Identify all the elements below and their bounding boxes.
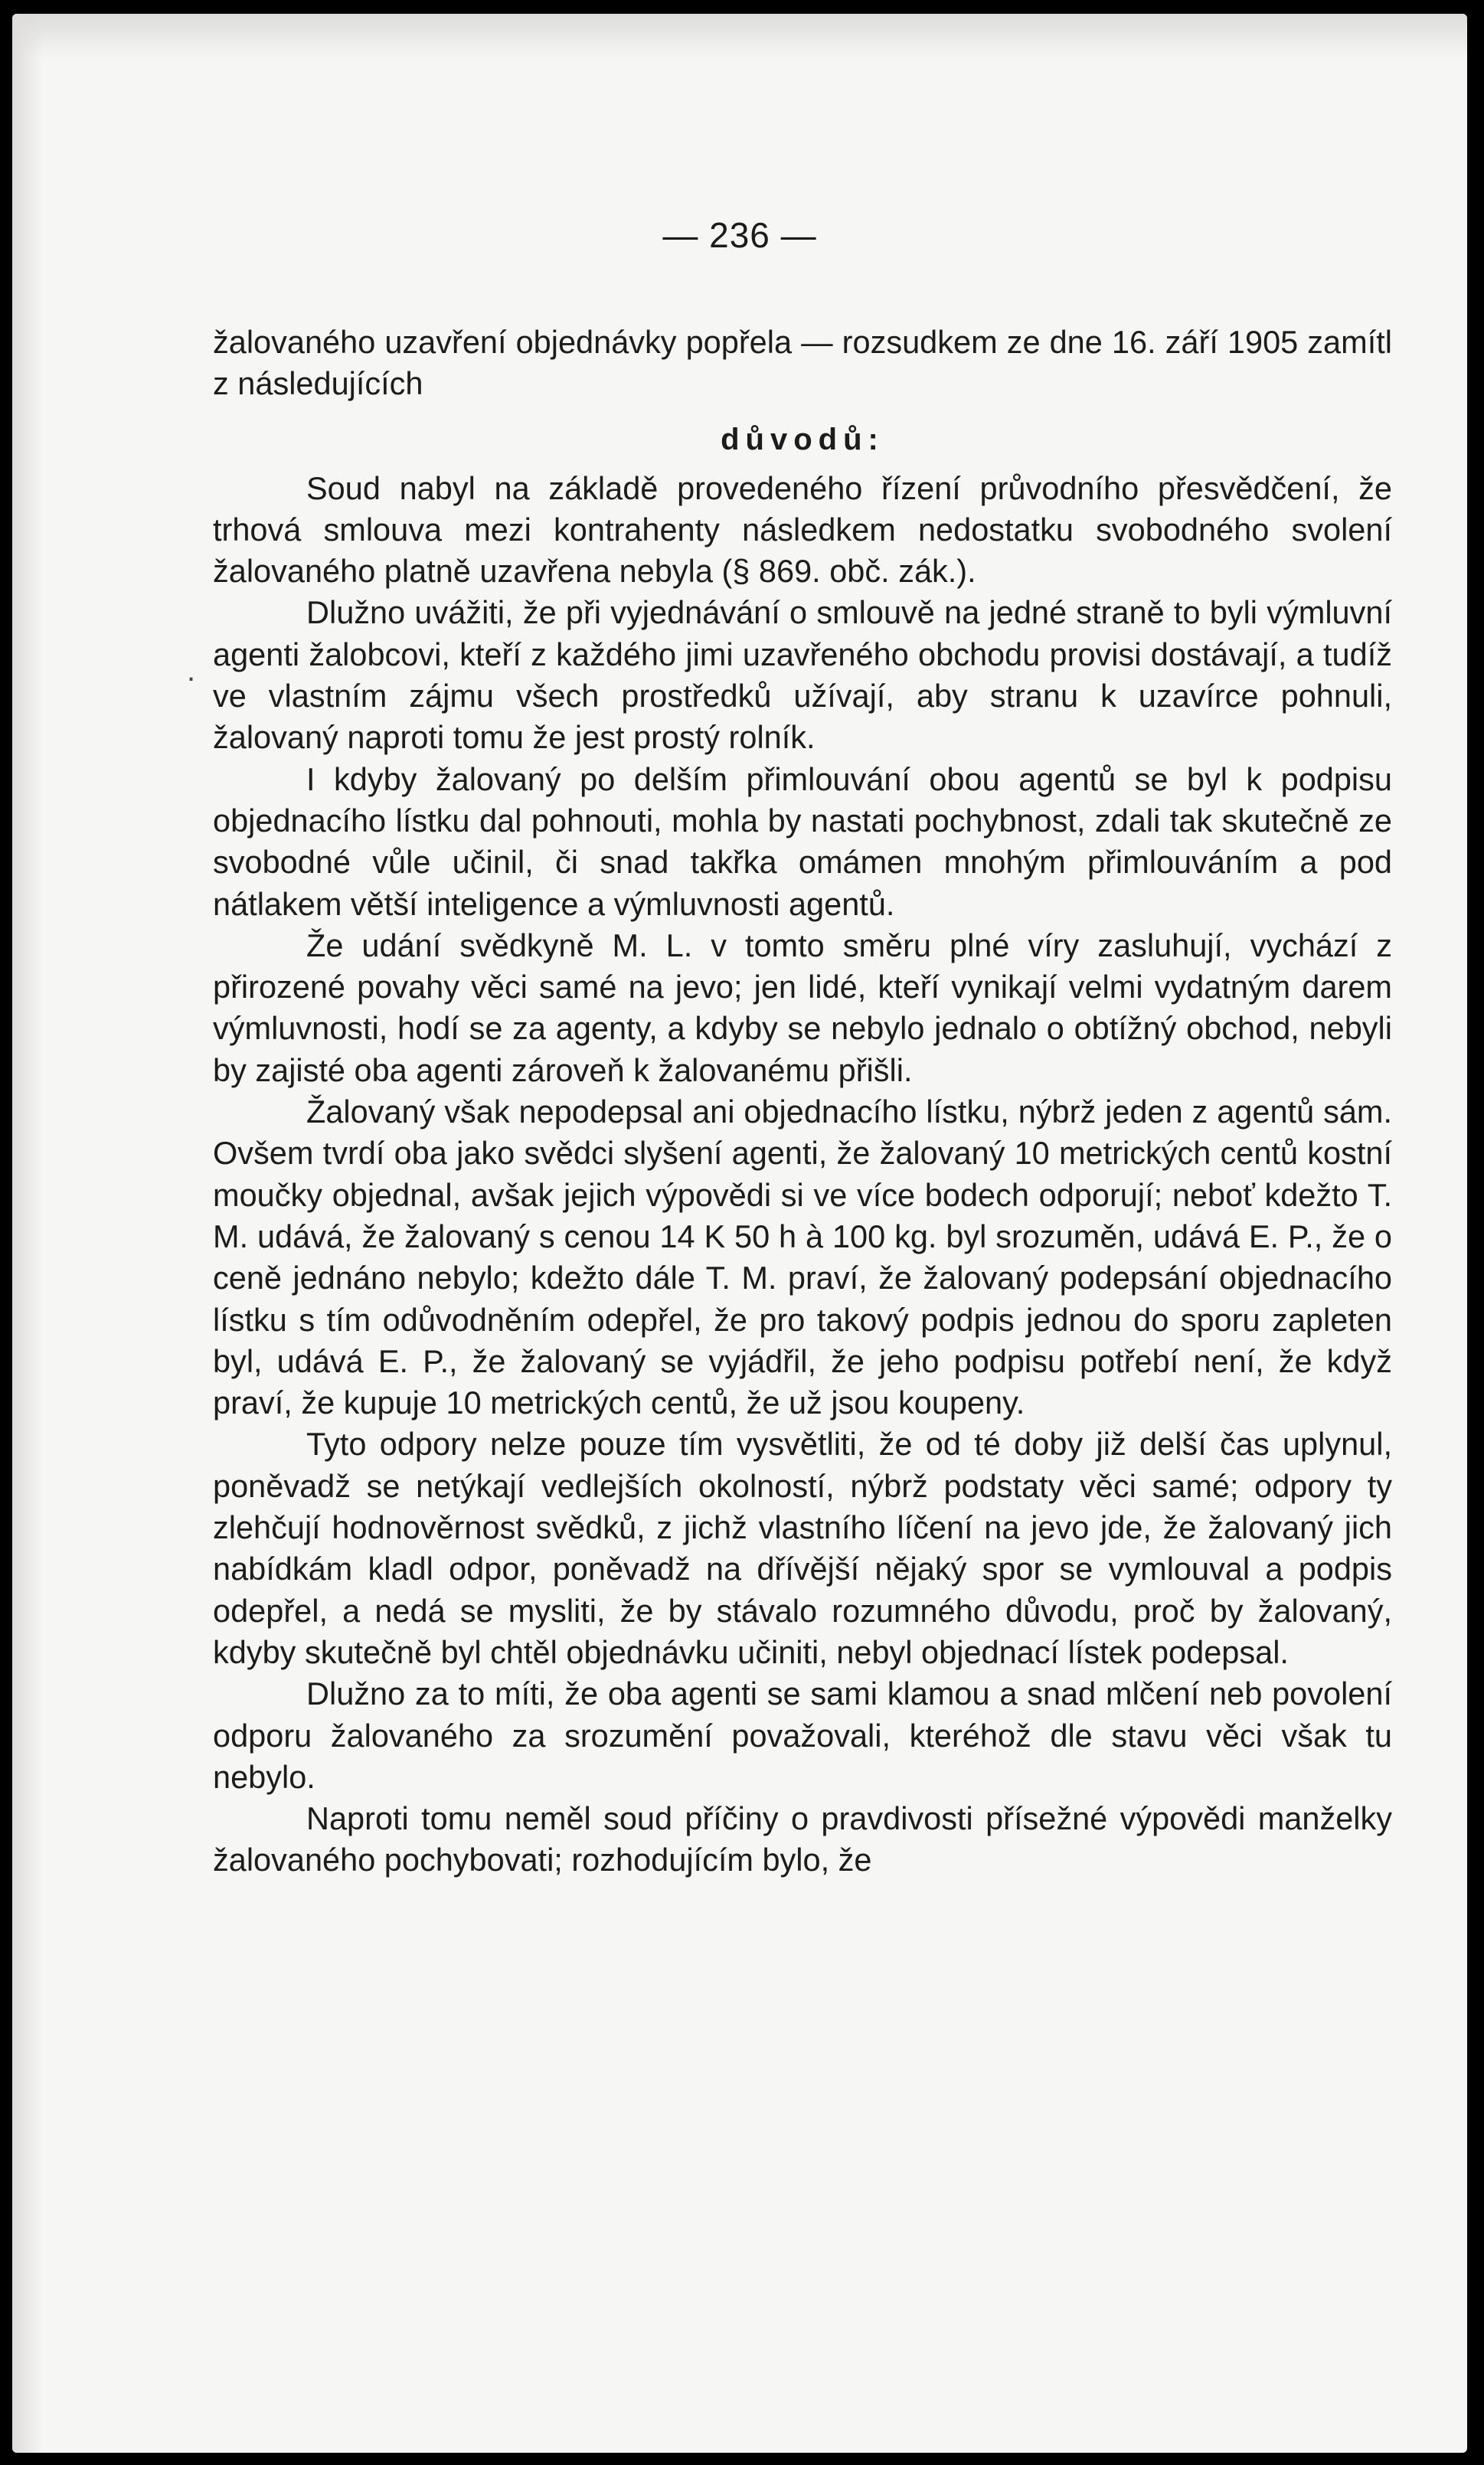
page-body	[213, 322, 1392, 1881]
section-heading: důvodů:	[721, 422, 884, 456]
paragraph: Naproti tomu neměl soud příčiny o pravdivosti přísežné výpovědi manželky žalovaného pochybovati; rozhodujícím bylo, že	[213, 1800, 1392, 1878]
page-number: — 236 —	[662, 215, 817, 255]
paragraph: Že udání svědkyně M. L. v tomto směru plné víry zasluhují, vychází z přirozené povahy věci samé na jevo; jen lidé, kteří vynikají velmi vydatným darem výmluvnosti, hodí se za agenty, a kdyby se nebylo jednalo o obtížný obchod, nebyli by zajisté oba agenti zároveň k žalovanému přišli.	[213, 927, 1392, 1088]
paragraph: Dlužno za to míti, že oba agenti se sami klamou a snad mlčení neb povolení odporu žalovaného za srozumění považovali, kteréhož dle stavu věci však tu nebylo.	[213, 1675, 1392, 1795]
paragraph: I kdyby žalovaný po delším přimlouvání obou agentů se byl k podpisu objednacího lístku dal pohnouti, mohla by nastati pochybnost, zdali tak skutečně ze svobodné vůle učinil, či snad takřka omámen mnohým přimlouváním a pod nátlakem větší inteligence a výmluvnosti agentů.	[213, 760, 1392, 922]
paragraph: Dlužno uvážiti, že při vyjednávání o smlouvě na jedné straně to byli výmluvní agenti žalobcovi, kteří z každého jimi uzavřeného obchodu provisi dostávají, a tudíž ve vlastním zájmu všech prostředků užívají, aby stranu k uzavírce pohnuli, žalovaný naproti tomu že jest prostý rolník.	[213, 594, 1392, 756]
opening-paragraph: žalovaného uzavření objednávky popřela — rozsudkem ze dne 16. září 1905 zamítl z následujících	[213, 324, 1392, 402]
paragraph: Soud nabyl na základě provedeného řízení průvodního přesvědčení, že trhová smlouva mezi kontrahenty následkem nedostatku svobodného svolení žalovaného platně uzavřena nebyla (§ 869. obč. zák.).	[213, 469, 1392, 590]
scan-shadow-left	[12, 14, 43, 2453]
paragraph: Tyto odpory nelze pouze tím vysvětliti, že od té doby již delší čas uplynul, poněvadž se netýkají vedlejších okolností, nýbrž podstaty věci samé; odpory ty zlehčují hodnověrnost svědků, z jichž vlastního líčení na jevo jde, že žalovaný jich nabídkám kladl odpor, poněvadž na dřívější nějaký spor se vymlouval a podpis odepřel, a nedá se mysliti, že by stávalo rozumného důvodu, proč by žalovaný, kdyby skutečně byl chtěl objednávku učiniti, nebyl objednací lístek podepsal.	[213, 1426, 1392, 1670]
book-page	[12, 14, 1467, 2453]
stray-mark: .	[187, 654, 196, 688]
scan-shadow-top	[12, 14, 1467, 60]
paragraph: Žalovaný však nepodepsal ani objednacího lístku, nýbrž jeden z agentů sám. Ovšem tvrdí oba jako svědci slyšení agenti, že žalovaný 10 metrických centů kostní moučky objednal, avšak jejich výpovědi si ve více bodech odporují; neboť kdežto T. M. udává, že žalovaný s cenou 14 K 50 h à 100 kg. byl srozuměn, udává E. P., že o ceně jednáno nebylo; kdežto dále T. M. praví, že žalovaný podepsání objednacího lístku s tím odůvodněním odepřel, že pro takový podpis jednou do sporu zapleten byl, udává E. P., že žalovaný se vyjádřil, že jeho podpisu potřebí není, že když praví, že kupuje 10 metrických centů, že už jsou koupeny.	[213, 1094, 1392, 1421]
